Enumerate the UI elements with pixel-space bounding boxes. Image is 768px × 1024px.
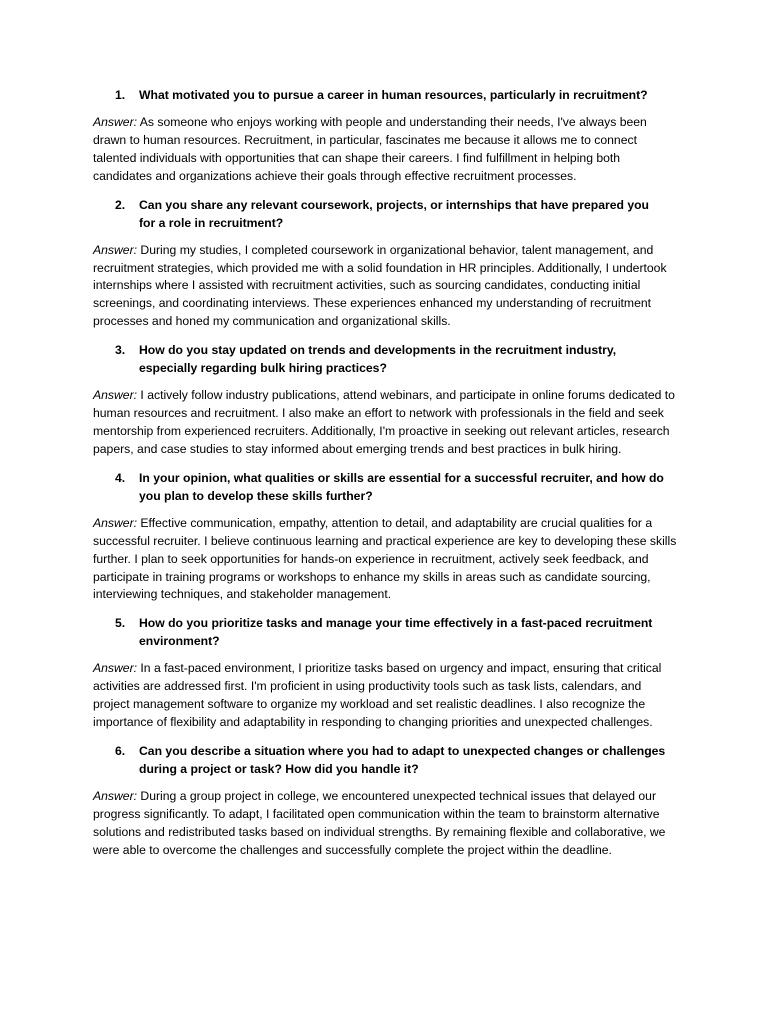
answer-text: I actively follow industry publications, attend webinars, and participate in online forums dedicated to human resources and recruitment. I also make an effort to network with professionals in the field and seek mentorship from experienced recruiters. Additionally, I'm proactive in seeking out relevant articles, research papers, and case studies to stay informed about emerging trends and best practices in bulk hiring. <box>93 388 675 456</box>
answer-label: Answer: <box>93 242 138 257</box>
answer-text: Effective communication, empathy, attention to detail, and adaptability are crucial qualities for a successful recruiter. I believe continuous learning and practical experience are key to developing these skills further. I plan to seek opportunities for hands-on experience in recruitment, actively seek feedback, and participate in training programs or workshops to enhance my skills in areas such as candidate sourcing, interviewing techniques, and stakeholder management. <box>93 515 677 602</box>
question-number-text: 2. <box>115 197 126 212</box>
answer-label: Answer: <box>93 515 138 530</box>
question-number <box>93 196 139 232</box>
answer-label: Answer: <box>93 661 138 676</box>
question-number-text: 1. <box>115 88 126 102</box>
answer <box>93 387 678 459</box>
answer-text: In a fast-paced environment, I prioritize tasks based on urgency and impact, ensuring that critical activities are addressed first. I'm proficient in using productivity tools such as task lists, calendars, and project management software to organize my workload and set realistic deadlines. I also recognize the importance of flexibility and adaptability in responding to changing priorities and unexpected challenges. <box>93 661 662 730</box>
question-number-text: 4. <box>115 470 126 485</box>
question <box>93 86 678 104</box>
answer-text: During my studies, I completed coursework in organizational behavior, talent management, and recruitment strategies, which provided me with a solid foundation in HR principles. Additionally, I undertook internships where I assisted with recruitment activities, such as sourcing candidates, conducting initial screenings, and coordinating interviews. These experiences enhanced my understanding of recruitment processes and honed my communication and organizational skills. <box>93 242 667 329</box>
question-text: What motivated you to pursue a career in human resources, particularly in recruitment? <box>139 88 648 102</box>
answer-text: During a group project in college, we encountered unexpected technical issues that delayed our progress significantly. To adapt, I facilitated open communication within the team to brainstorm alternative solutions and redistributed tasks based on individual strengths. By remaining flexible and collaborative, we were able to overcome the challenges and successfully complete the project within the deadline. <box>93 788 666 857</box>
question <box>93 742 678 778</box>
question-number <box>93 469 139 505</box>
question-text: How do you stay updated on trends and developments in the recruitment industry, especially regarding bulk hiring practices? <box>139 343 617 376</box>
answer <box>93 114 678 186</box>
question-text: How do you prioritize tasks and manage your time effectively in a fast-paced recruitment environment? <box>139 616 653 649</box>
qa-item-4 <box>93 469 678 605</box>
question-text: In your opinion, what qualities or skills are essential for a successful recruiter, and how do you plan to develop these skills further? <box>139 470 664 503</box>
answer <box>93 242 678 332</box>
answer <box>93 515 678 605</box>
question-number <box>93 341 139 377</box>
question <box>93 196 678 232</box>
question-number <box>93 86 139 104</box>
question-number-text: 3. <box>115 343 126 358</box>
question-number-text: 5. <box>115 616 126 631</box>
answer-text: As someone who enjoys working with people and understanding their needs, I've always been drawn to human resources. Recruitment, in particular, fascinates me because it allows me to connect talented individuals with opportunities that can shape their careers. I find fulfillment in helping both candidates and organizations achieve their goals through effective recruitment processes. <box>93 115 647 183</box>
question <box>93 614 678 650</box>
qa-item-1 <box>93 86 678 186</box>
question-text: Can you share any relevant coursework, projects, or internships that have prepared you for a role in recruitment? <box>139 197 650 230</box>
question-number-text: 6. <box>115 743 126 758</box>
answer-label: Answer: <box>93 388 138 403</box>
qa-item-2 <box>93 196 678 332</box>
answer-label: Answer: <box>93 788 138 803</box>
question-text: Can you describe a situation where you had to adapt to unexpected changes or challenges during a project or task? How did you handle it? <box>139 743 666 776</box>
question <box>93 469 678 505</box>
answer <box>93 788 678 860</box>
question-number <box>93 614 139 650</box>
document-body <box>93 86 678 870</box>
qa-item-6 <box>93 742 678 860</box>
answer <box>93 660 678 732</box>
qa-item-3 <box>93 341 678 459</box>
answer-label: Answer: <box>93 115 138 129</box>
qa-item-5 <box>93 614 678 732</box>
question <box>93 341 678 377</box>
question-number <box>93 742 139 778</box>
